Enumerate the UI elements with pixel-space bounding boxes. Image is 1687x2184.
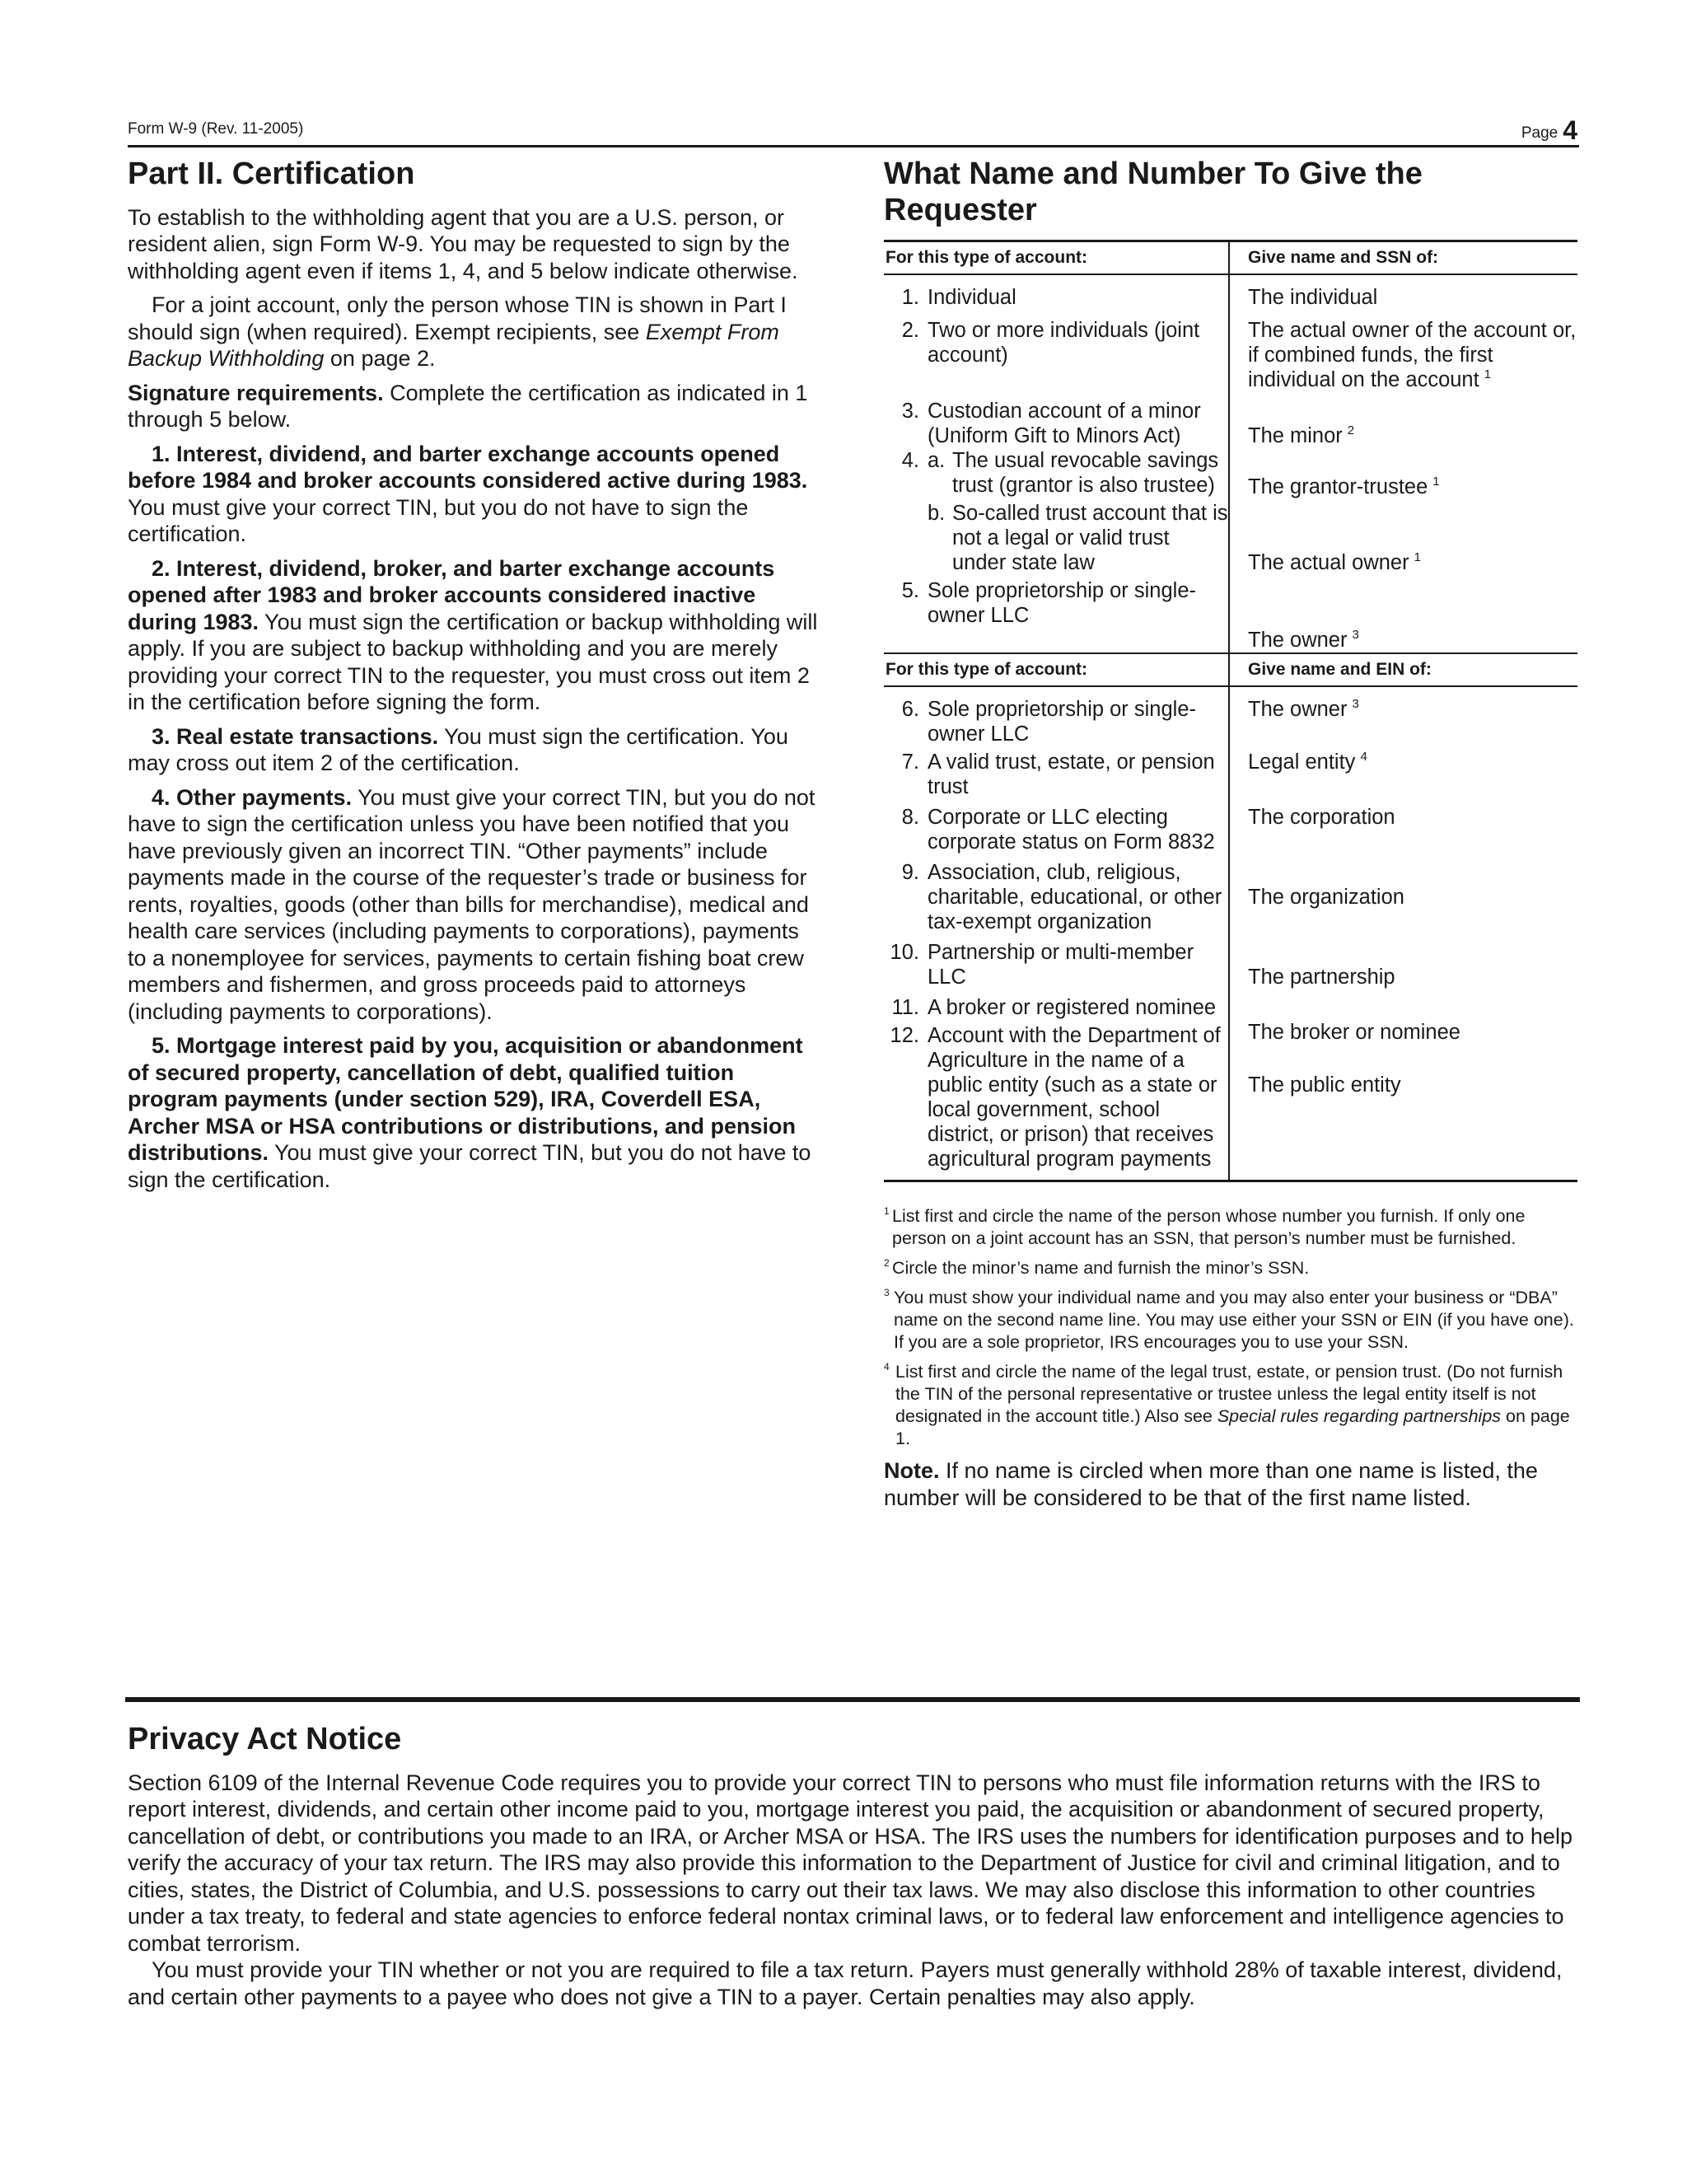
table-row: 7. A valid trust, estate, or pension trust — [901, 751, 1215, 799]
ssn-value: The individual — [1248, 286, 1378, 310]
ssn-value: The actual owner $^1$ — [1248, 550, 1421, 575]
note: Note. If no name is circled when more than one name is listed, the number will be considered to be that of the first name listed. — [884, 1458, 1538, 1510]
ssn-table — [884, 275, 1577, 652]
table-row: 12. Account with the Department of Agriculture in the name of a public entity (such as a state or local government, school district, or prison) that receives agricultural program payments — [890, 1024, 1221, 1172]
privacy-title: Privacy Act Notice — [128, 1722, 402, 1756]
table-row: 2. Two or more individuals (joint account) — [901, 319, 1200, 367]
ssn-value: The grantor-trustee $^1$ — [1248, 475, 1440, 499]
table-row: 9. Association, club, religious, charitable, educational, or other tax-exempt organization — [901, 861, 1222, 934]
table-row: 8. Corporate or LLC electing corporate status on Form 8832 — [901, 806, 1215, 854]
table-row: 10. Partnership or multi-member LLC — [890, 941, 1194, 989]
section-divider — [125, 1697, 1580, 1702]
footnote-1: 1 List first and circle the name of the person whose number you furnish. If only one person on a joint account has an SSN, that person’s number must be furnished. — [884, 1205, 1526, 1249]
table-row: b. So-called trust account that is not a legal or valid trust under state law — [928, 502, 1228, 575]
ein-table-header: For this type of account: Give name and EIN of: — [884, 652, 1577, 687]
ein-value: The organization — [1248, 886, 1404, 910]
header-rule — [128, 145, 1579, 147]
table-row: 3. Custodian account of a minor (Uniform Gift to Minors Act) — [901, 400, 1201, 448]
table-end-rule — [884, 1180, 1577, 1182]
cert-item-4: 4. Other payments. You must give your correct TIN, but you do not have to sign the certification unless you have been notified that you have previously given an incorrect TIN. “Other payments” include payments made in the course of the requester’s trade or business for rents, royalties, goods (other than bills for merchandise), medical and health care services (including payments to corporations), payments to a nonemployee for services, payments to certain fishing boat crew members and fishermen, and gross proceeds paid to attorneys (including payments to corporations). — [128, 784, 815, 1024]
footnotes — [884, 1205, 1577, 1511]
table-row: 6. Sole proprietorship or single-owner LLC — [901, 698, 1196, 746]
ein-value: The corporation — [1248, 806, 1395, 830]
part2-intro: To establish to the withholding agent that you are a U.S. person, or resident alien, sign Form W-9. You may be requested to sign by the withholding agent even if items 1, 4, and 5 below indicate otherwise. — [128, 204, 798, 283]
part2-joint-account: For a joint account, only the person whose TIN is shown in Part I should sign (when required). Exempt recipients, see Exempt From Backup Withholding on page 2. — [128, 292, 787, 372]
page-number: Page 4 — [1521, 115, 1577, 145]
table-row: 11. A broker or registered nominee — [891, 996, 1217, 1020]
ssn-table-header: For this type of account: Give name and SSN of: — [884, 240, 1577, 275]
table-row: 5. Sole proprietorship or single-owner LLC — [901, 579, 1196, 628]
ssn-value: The minor $^2$ — [1248, 423, 1355, 448]
ein-value: The public entity — [1248, 1073, 1401, 1097]
footnote-4: 4 List first and circle the name of the legal trust, estate, or pension trust. (Do not furnish the TIN of the personal representative or trustee unless the legal entity itself is not designated in the account title.) Also see Special rules regarding partnerships on page 1. — [884, 1361, 1570, 1449]
cert-item-5: 5. Mortgage interest paid by you, acquisition or abandonment of secured property, cancellation of debt, qualified tuition program payments (under section 529), IRA, Coverdell ESA, Archer MSA or HSA contributions or distributions, and pension distributions. You must give your correct TIN, but you do not have to sign the certification. — [128, 1033, 811, 1192]
ein-value: Legal entity $^4$ — [1248, 750, 1367, 774]
form-id: Form W-9 (Rev. 11-2005) — [128, 120, 304, 138]
table-row: 4. a. The usual revocable savings trust (grantor is also trustee) — [901, 449, 1219, 498]
ein-value: The broker or nominee — [1248, 1021, 1460, 1045]
footnote-3: 3 You must show your individual name and you may also enter your business or “DBA” name on the second name line. You may use either your SSN or EIN (if you have one). If you are a sole proprietor, IRS encourages you to use your SSN. — [884, 1287, 1574, 1353]
name-number-title: What Name and Number To Give the Requester — [884, 157, 1423, 227]
privacy-p2: You must provide your TIN whether or not you are required to file a tax return. Payers must generally withhold 28% of taxable interest, dividend, and certain other payments to a payee who does not give a TIN to a payer. Certain penalties may also apply. — [128, 1957, 1563, 2009]
cert-item-2: 2. Interest, dividend, broker, and barter exchange accounts opened after 1983 and broker accounts considered inactive during 1983. You must sign the certification or backup withholding will apply. If you are subject to backup withholding and you are merely providing your correct TIN to the requester, you must cross out item 2 in the certification before signing the form. — [128, 555, 818, 715]
part2-section — [128, 157, 820, 1200]
name-number-section — [884, 157, 1577, 1511]
ein-value: The owner $^3$ — [1248, 697, 1359, 722]
footnote-2: 2 Circle the minor’s name and furnish the minor’s SSN. — [884, 1257, 1310, 1279]
table-row: 1. Individual — [901, 286, 1016, 310]
part2-title: Part II. Certification — [128, 157, 415, 191]
cert-item-3: 3. Real estate transactions. You must sign the certification. You may cross out item 2 of the certification. — [128, 723, 788, 776]
cert-item-1: 1. Interest, dividend, and barter exchange accounts opened before 1984 and broker accounts considered active during 1983. You must give your correct TIN, but you do not have to sign the certification. — [128, 441, 808, 547]
ssn-value: The owner $^3$ — [1248, 628, 1359, 652]
privacy-section — [128, 1722, 1579, 2010]
ein-value: The partnership — [1248, 966, 1395, 989]
privacy-p1: Section 6109 of the Internal Revenue Code requires you to provide your correct TIN to persons who must file information returns with the IRS to report interest, dividends, and certain other income paid to you, mortgage interest you paid, the acquisition or abandonment of secured property, cancellation of debt, or contributions you made to an IRA, or Archer MSA or HSA. The IRS uses the numbers for identification purposes and to help verify the accuracy of your tax return. The IRS may also provide this information to the Department of Justice for civil and criminal litigation, and to cities, states, the District of Columbia, and U.S. possessions to carry out their tax laws. We may also disclose this information to other countries under a tax treaty, to federal and state agencies to enforce federal nontax criminal laws, or to federal law enforcement and intelligence agencies to combat terrorism. — [128, 1770, 1573, 1956]
ein-table — [884, 687, 1577, 1180]
signature-requirements: Signature requirements. Complete the certification as indicated in 1 through 5 below. — [128, 380, 808, 433]
ssn-value: The actual owner of the account or, if combined funds, the first individual on the account $^1$ — [1248, 319, 1577, 392]
